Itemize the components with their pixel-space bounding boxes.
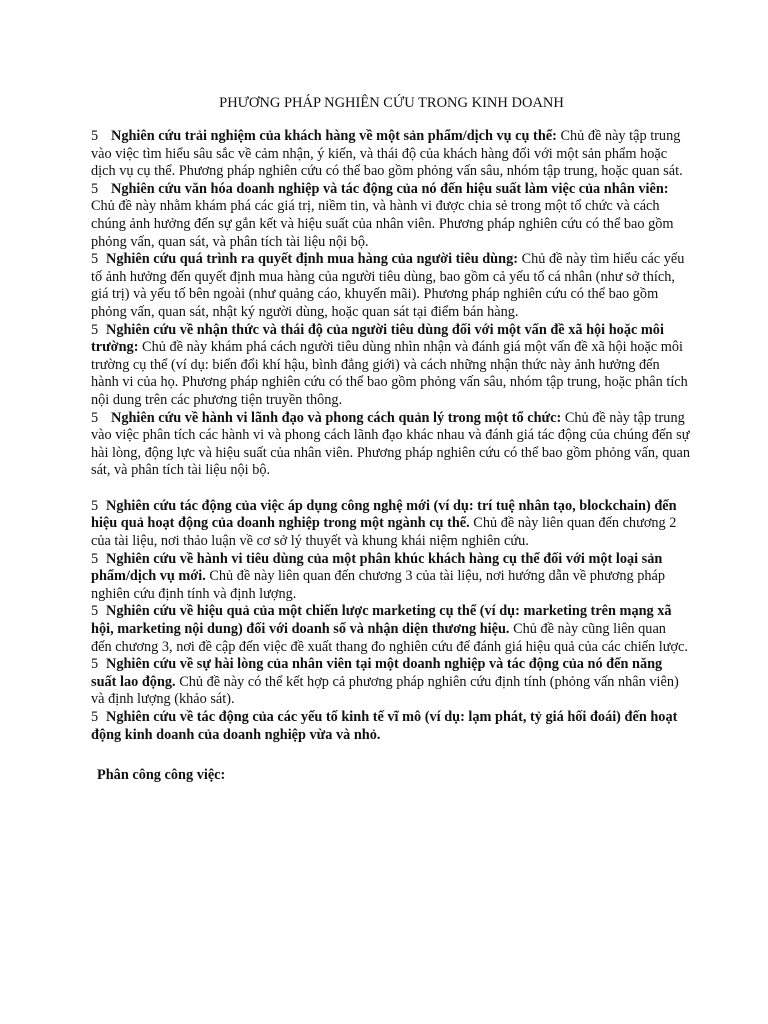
list-item [91, 603, 690, 656]
bullet-glyph: 5 [91, 321, 99, 338]
item-heading: Nghiên cứu về sự hài lòng của nhân viên tại một doanh nghiệp và tác động của nó đến năng suất lao động. [91, 656, 663, 690]
list-item [91, 410, 690, 480]
bullet-glyph: 5 [91, 603, 99, 620]
list-item [91, 498, 690, 551]
bullet-glyph: 5 [91, 497, 99, 514]
list-item [91, 656, 690, 709]
item-heading: Nghiên cứu trải nghiệm của khách hàng về một sản phẩm/dịch vụ cụ thể: [111, 128, 557, 144]
list-item [91, 181, 690, 251]
item-body: Chủ đề này cũng liên quan đến chương 3, nơi đề cập đến việc đề xuất thang đo nghiên cứu để đánh giá hiệu quả của các chiến lược. [91, 621, 688, 655]
bullet-glyph: 5 [91, 550, 99, 567]
bullet-glyph: 5 [91, 251, 99, 268]
list-item [91, 709, 690, 744]
list-item [91, 322, 690, 410]
item-heading: Nghiên cứu tác động của việc áp dụng công nghệ mới (ví dụ: trí tuệ nhân tạo, blockchain) đến hiệu quả hoạt động của doanh nghiệp trong một ngành cụ thể. [91, 497, 677, 532]
item-body: Chủ đề này liên quan đến chương 2 của tài liệu, nơi thảo luận về cơ sở lý thuyết và khung khái niệm nghiên cứu. [91, 515, 677, 550]
item-heading: Nghiên cứu về tác động của các yếu tố kinh tế vĩ mô (ví dụ: lạm phát, tỷ giá hối đoái) đến hoạt động kinh doanh của doanh nghiệp vừa và nhỏ. [91, 709, 678, 743]
list-item [91, 251, 690, 321]
list-item [91, 128, 690, 181]
bullet-glyph: 5 [91, 409, 99, 426]
item-heading: Nghiên cứu về hành vi tiêu dùng của một phân khúc khách hàng cụ thể đối với một loại sản phẩm/dịch vụ mới. [91, 550, 663, 585]
item-heading: Nghiên cứu về hành vi lãnh đạo và phong cách quản lý trong một tổ chức: [111, 409, 562, 426]
item-body: Chủ đề này tập trung vào việc phân tích các hành vi và phong cách lãnh đạo khác nhau và đánh giá tác động của chúng đến sự hài lòng, động lực và hiệu suất của nhân viên. Phương pháp nghiên cứu có thể bao gồm phỏng vấn, quan sát, và phân tích tài liệu nội bộ. [91, 409, 690, 479]
item-body: Chủ đề này có thể kết hợp cả phương pháp nghiên cứu định tính (phỏng vấn nhân viên) và định lượng (khảo sát). [91, 673, 679, 708]
document-title: PHƯƠNG PHÁP NGHIÊN CỨU TRONG KINH DOANH [219, 95, 564, 111]
list-item [91, 551, 690, 604]
item-body: Chủ đề này tập trung vào việc tìm hiểu sâu sắc về cảm nhận, ý kiến, và thái độ của khách hàng đối với một sản phẩm hoặc dịch vụ cụ thể. Phương pháp nghiên cứu có thể bao gồm phỏng vấn sâu, nhóm tập trung, hoặc quan sát. [91, 128, 683, 180]
item-body: Chủ đề này khám phá cách người tiêu dùng nhìn nhận và đánh giá một vấn đề xã hội hoặc môi trường cụ thể (ví dụ: biến đổi khí hậu, bình đẳng giới) và cách những nhận thức này ảnh hưởng đến hành vi của họ. Phương pháp nghiên cứu có thể bao gồm phỏng vấn sâu, nhóm tập trung, hoặc phân tích nội dung trên các phương tiện truyền thông. [91, 339, 688, 408]
assignment-heading: Phân công công việc: [97, 767, 226, 784]
item-heading: Nghiên cứu văn hóa doanh nghiệp và tác động của nó đến hiệu suất làm việc của nhân viên: [111, 180, 669, 197]
bullet-glyph: 5 [91, 709, 99, 725]
item-body: Chủ đề này liên quan đến chương 3 của tài liệu, nơi hướng dẫn về phương pháp nghiên cứu định tính và định lượng. [91, 568, 666, 602]
item-heading: Nghiên cứu về nhận thức và thái độ của người tiêu dùng đối với một vấn đề xã hội hoặc môi trường: [91, 321, 664, 356]
item-body: Chủ đề này nhằm khám phá các giá trị, niềm tin, và hành vi được chia sẻ trong một tổ chức và cách chúng ảnh hưởng đến sự gắn kết và hiệu suất của nhân viên. Phương pháp nghiên cứu có thể bao gồm phỏng vấn, quan sát, và phân tích tài liệu nội bộ. [91, 198, 674, 250]
item-body: Chủ đề này tìm hiểu các yếu tố ảnh hưởng đến quyết định mua hàng của người tiêu dùng, bao gồm cả yếu tố cá nhân (như sở thích, giá trị) và yếu tố bên ngoài (như quảng cáo, khuyến mãi). Phương pháp nghiên cứu có thể bao gồm phỏng vấn, quan sát, nhật ký người dùng, hoặc quan sát tại điểm bán hàng. [91, 251, 685, 320]
item-heading: Nghiên cứu về hiệu quả của một chiến lược marketing cụ thể (ví dụ: marketing trên mạng xã hội, marketing nội dung) đối với doanh số và nhận diện thương hiệu. [91, 603, 672, 638]
bullet-glyph: 5 [91, 656, 99, 673]
item-heading: Nghiên cứu quá trình ra quyết định mua hàng của người tiêu dùng: [106, 251, 518, 268]
bullet-glyph: 5 [91, 180, 99, 197]
bullet-glyph: 5 [91, 128, 99, 144]
